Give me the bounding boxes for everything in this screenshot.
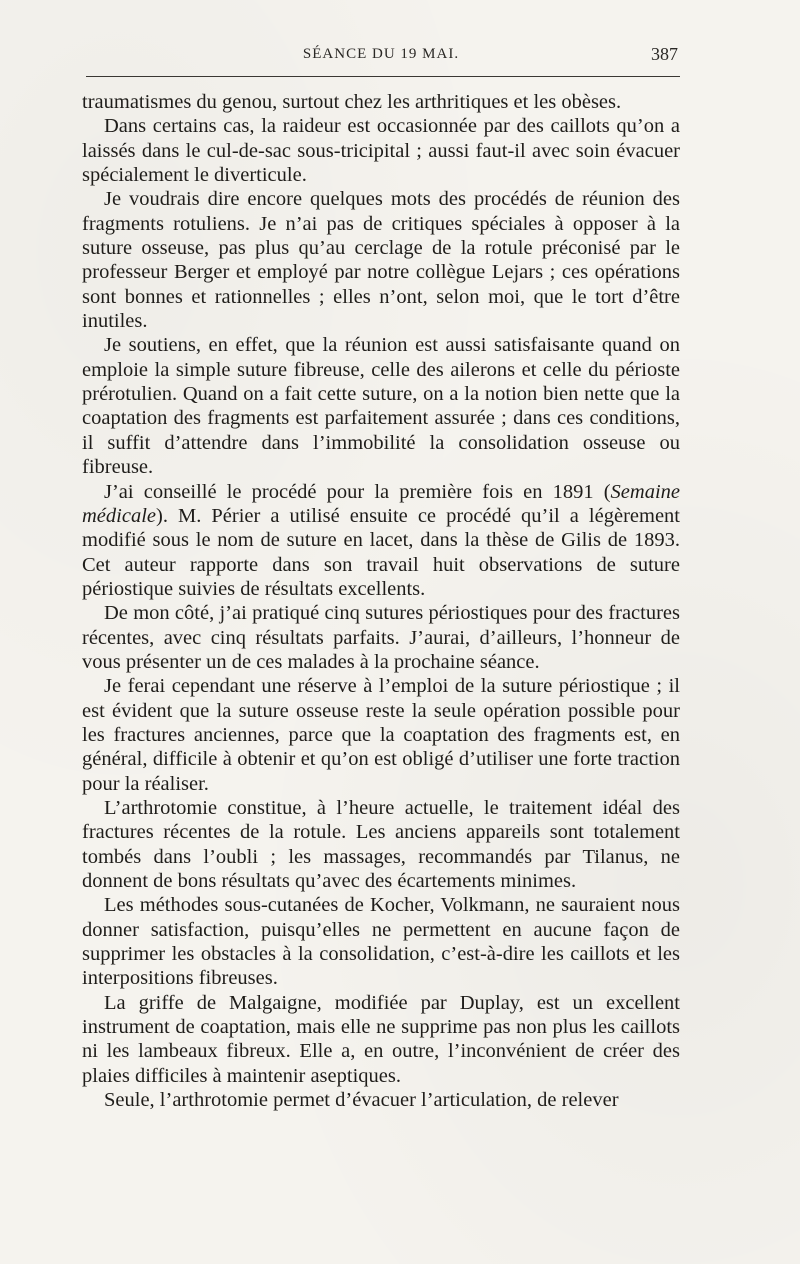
page-header <box>82 44 680 70</box>
paragraph: Je soutiens, en effet, que la réunion est aussi satisfaisante quand on emploie la simple suture fibreuse, celle des ailerons et celle du périoste prérotulien. Quand on a fait cette suture, on a la notion bien nette que la coaptation des fragments est parfaitement assurée ; dans ces conditions, il suffit d’attendre dans l’immobilité la consolidation osseuse ou fibreuse. <box>82 334 680 479</box>
header-rule <box>86 76 680 77</box>
running-head: SÉANCE DU 19 MAI. <box>302 46 460 62</box>
page-number: 387 <box>651 44 678 64</box>
paragraph-text: J’ai conseillé le procédé pour la première fois en 1891 ( <box>104 480 611 503</box>
paragraph-text: ). M. Périer a utilisé ensuite ce procédé qu’il a légèrement modifié sous le nom de suture en lacet, dans la thèse de Gilis de 1893. Cet auteur rapporte dans son travail huit observations de suture périostique suivies de résultats excellents. <box>82 504 680 600</box>
paragraph: Je voudrais dire encore quelques mots des procédés de réunion des fragments rotuliens. Je n’ai pas de critiques spéciales à opposer à la suture osseuse, pas plus qu’au cerclage de la rotule préconisé par le professeur Berger et employé par notre collègue Lejars ; ces opérations sont bonnes et rationnelles ; elles n’ont, selon moi, que le tort d’être inutiles. <box>82 188 680 333</box>
paragraph: Je ferai cependant une réserve à l’emploi de la suture périostique ; il est évident que la suture osseuse reste la seule opération possible pour les fractures anciennes, parce que la coaptation des fragments est, en général, difficile à obtenir et qu’on est obligé d’utiliser une forte traction pour la réaliser. <box>82 675 680 795</box>
paragraph: De mon côté, j’ai pratiqué cinq sutures périostiques pour des fractures récentes, avec cinq résultats parfaits. J’aurai, d’ailleurs, l’honneur de vous présenter un de ces malades à la prochaine séance. <box>82 602 680 673</box>
body-text <box>82 90 680 1112</box>
paragraph: Les méthodes sous-cutanées de Kocher, Volkmann, ne sauraient nous donner satisfaction, puisqu’elles ne permettent en aucune façon de supprimer les obstacles à la consolidation, c’est-à-dire les caillots et les interpositions fibreuses. <box>82 894 680 990</box>
paragraph: L’arthrotomie constitue, à l’heure actuelle, le traitement idéal des fractures récentes de la rotule. Les anciens appareils sont totalement tombés dans l’oubli ; les massages, recommandés par Tilanus, ne donnent de bons résultats qu’avec des écartements minimes. <box>82 796 680 892</box>
paragraph <box>82 480 680 602</box>
paragraph: Dans certains cas, la raideur est occasionnée par des caillots qu’on a laissés dans le cul-de-sac sous-tricipital ; aussi faut-il avec soin évacuer spécialement le diverticule. <box>82 115 680 187</box>
paragraph-continuation: traumatismes du genou, surtout chez les arthritiques et les obèses. <box>82 91 622 113</box>
journal-title: Semaine médicale <box>82 480 680 527</box>
paragraph: Seule, l’arthrotomie permet d’évacuer l’articulation, de relever <box>104 1089 619 1112</box>
paragraph: La griffe de Malgaigne, modifiée par Duplay, est un excellent instrument de coaptation, mais elle ne supprime pas non plus les caillots ni les lambeaux fibreux. Elle a, en outre, l’inconvénient de créer des plaies difficiles à maintenir aseptiques. <box>82 991 680 1087</box>
